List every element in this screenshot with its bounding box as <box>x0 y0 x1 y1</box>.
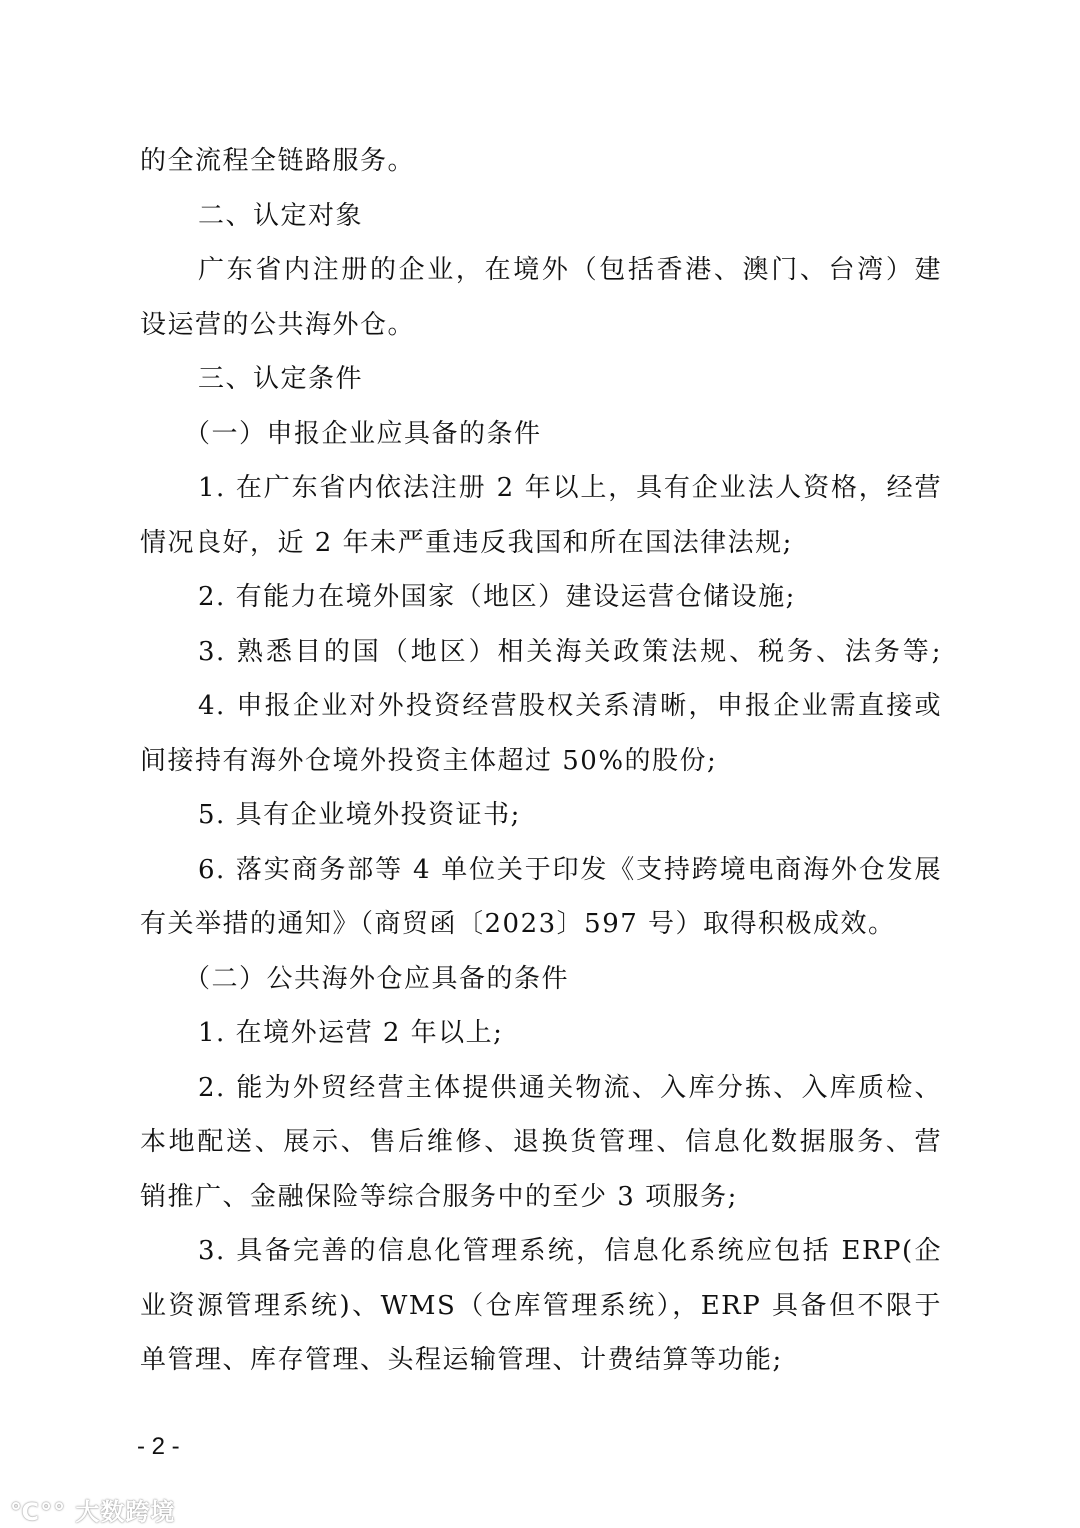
watermark-icon: ℃°° <box>10 1498 76 1526</box>
text-line: 销推广、金融保险等综合服务中的至少 3 项服务; <box>140 1181 738 1212</box>
text-line: 的全流程全链路服务。 <box>140 146 416 176</box>
text-line: 1. 在境外运营 2 年以上; <box>198 1018 504 1048</box>
text-line: 4. 申报企业对外投资经营股权关系清晰，申报企业需直接或 <box>198 691 942 721</box>
text-line: 二、认定对象 <box>198 200 364 231</box>
text-line: 5. 具有企业境外投资证书; <box>198 800 521 830</box>
text-line: 本地配送、展示、售后维修、退换货管理、信息化数据服务、营 <box>140 1127 942 1157</box>
text-line: 三、认定条件 <box>198 364 364 394</box>
document-body <box>140 134 942 1388</box>
text-line: 1. 在广东省内依法注册 2 年以上，具有企业法人资格，经营 <box>198 473 942 503</box>
text-line: 设运营的公共海外仓。 <box>140 309 416 340</box>
text-line: 有关举措的通知》（商贸函〔2023〕597 号）取得积极成效。 <box>140 909 896 939</box>
text-line: 间接持有海外仓境外投资主体超过 50%的股份; <box>140 745 718 776</box>
watermark-text: 大数跨境 <box>75 1498 176 1526</box>
text-line: 广东省内注册的企业，在境外（包括香港、澳门、台湾）建 <box>198 255 942 285</box>
text-line: 情况良好，近 2 年未严重违反我国和所在国法律法规; <box>140 527 793 558</box>
text-line: 3. 具备完善的信息化管理系统，信息化系统应包括 ERP(企 <box>198 1236 942 1266</box>
text-line: （二）公共海外仓应具备的条件 <box>184 963 570 994</box>
text-line: 6. 落实商务部等 4 单位关于印发《支持跨境电商海外仓发展 <box>198 854 942 885</box>
text-line: 2. 能为外贸经营主体提供通关物流、入库分拣、入库质检、 <box>198 1072 942 1103</box>
text-line: 3. 熟悉目的国（地区）相关海关政策法规、税务、法务等; <box>198 636 942 667</box>
text-line: 2. 有能力在境外国家（地区）建设运营仓储设施; <box>198 582 796 612</box>
text-line: 单管理、库存管理、头程运输管理、计费结算等功能; <box>140 1345 783 1375</box>
page-number: - 2 - <box>137 1433 180 1460</box>
text-line: 业资源管理系统)、WMS（仓库管理系统），ERP 具备但不限于 <box>140 1290 942 1321</box>
text-line: （一）申报企业应具备的条件 <box>184 418 542 449</box>
watermark-logo <box>10 1492 175 1527</box>
